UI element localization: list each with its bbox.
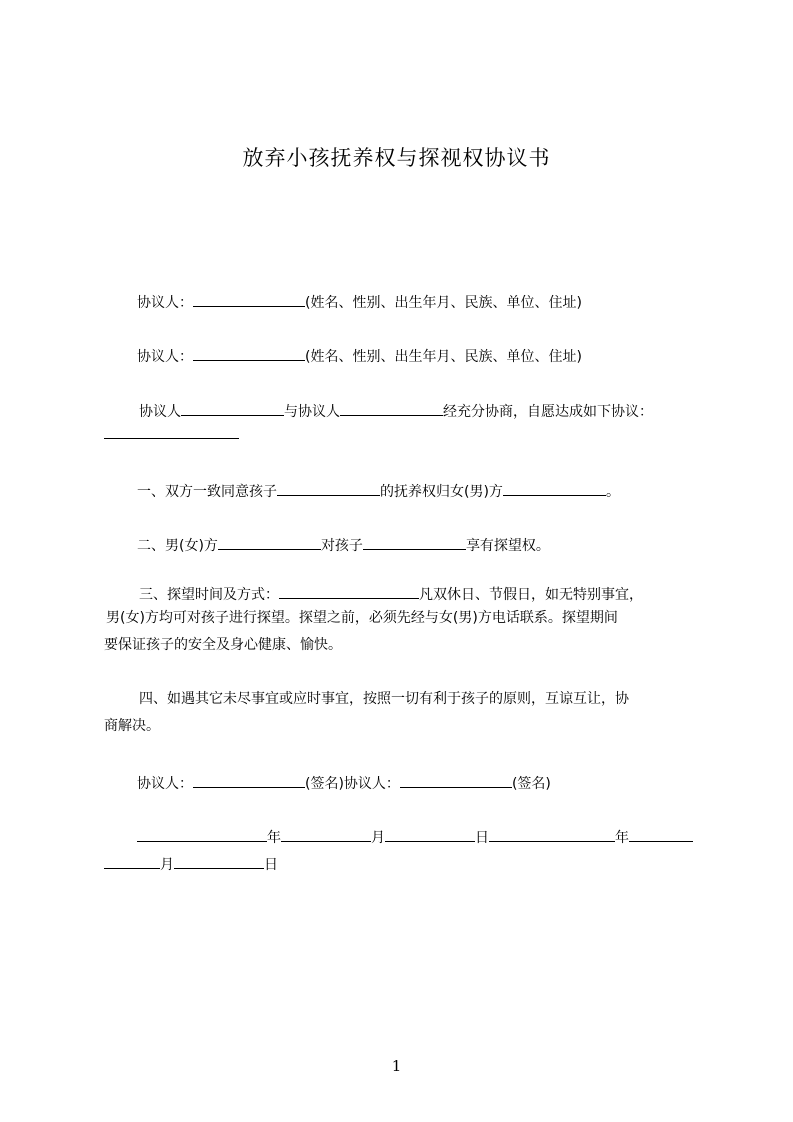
party2-note: (姓名、性别、出生年月、民族、单位、住址) — [305, 349, 582, 365]
date2-year-blank[interactable] — [489, 827, 615, 842]
date1-day-blank[interactable] — [385, 827, 475, 842]
page-number: 1 — [391, 1057, 402, 1075]
intro-part1: 协议人 — [139, 404, 181, 420]
clause4-line-1: 四、如遇其它未尽事宜或应时事宜，按照一切有利于孩子的原则，互谅互让，协 — [139, 691, 629, 707]
clause1-part3: 。 — [605, 484, 620, 500]
party1-note: (姓名、性别、出生年月、民族、单位、住址) — [305, 295, 582, 311]
date2-day-label: 日 — [264, 857, 278, 873]
date1-month-blank[interactable] — [281, 827, 371, 842]
signature-blank-1[interactable] — [193, 773, 305, 788]
clause2-line — [137, 535, 550, 553]
party1-line — [137, 292, 582, 310]
clause2-part1: 二、男(女)方 — [137, 538, 218, 554]
clause2-part3: 享有探望权。 — [465, 538, 550, 554]
date2-year-label: 年 — [615, 830, 629, 846]
clause1-part1: 一、双方一致同意孩子 — [137, 484, 277, 500]
date2-month-blank-part2[interactable] — [104, 854, 160, 869]
signature-blank-2[interactable] — [400, 773, 512, 788]
party2-label: 协议人： — [137, 349, 193, 365]
clause3-part2: 凡双休日、节假日，如无特别事宜， — [419, 587, 643, 603]
clause1-line — [137, 481, 620, 499]
clause2-blank-1[interactable] — [218, 535, 321, 550]
clause1-part2: 的抚养权归女(男)方 — [380, 484, 503, 500]
date1-year-blank[interactable] — [137, 827, 267, 842]
party1-label: 协议人： — [137, 295, 193, 311]
intro-line — [139, 401, 653, 419]
party2-line — [137, 346, 582, 364]
party2-blank[interactable] — [193, 346, 305, 361]
party1-blank[interactable] — [193, 292, 305, 307]
date1-year-label: 年 — [267, 830, 281, 846]
clause3-blank[interactable] — [279, 584, 419, 599]
clause3-line-2: 男(女)方均可对孩子进行探望。探望之前，必须先经与女(男)方电话联系。探望期间 — [106, 610, 618, 626]
signature-end: (签名) — [511, 776, 551, 792]
clause3-part1: 三、探望时间及方式： — [139, 587, 279, 603]
clause1-blank-2[interactable] — [503, 481, 606, 496]
intro-blank-3[interactable] — [104, 424, 239, 439]
intro-line-2 — [104, 424, 239, 442]
signature-mid: (签名)协议人： — [305, 776, 400, 792]
clause1-blank-1[interactable] — [277, 481, 380, 496]
intro-part3: 经充分协商，自愿达成如下协议： — [443, 404, 653, 420]
intro-blank-2[interactable] — [340, 401, 443, 416]
date1-month-label: 月 — [371, 830, 385, 846]
date1-day-label: 日 — [475, 830, 489, 846]
signature-label: 协议人： — [137, 776, 193, 792]
signature-line — [137, 773, 551, 791]
date2-day-blank[interactable] — [174, 854, 264, 869]
date2-month-label: 月 — [160, 857, 174, 873]
intro-blank-1[interactable] — [181, 401, 284, 416]
clause2-blank-2[interactable] — [363, 535, 466, 550]
date2-month-blank-part1[interactable] — [629, 827, 693, 842]
clause4-line-2: 商解决。 — [104, 718, 160, 734]
document-title: 放弃小孩抚养权与探视权协议书 — [242, 146, 551, 170]
clause3-line-3: 要保证孩子的安全及身心健康、愉快。 — [104, 637, 342, 653]
date-line-2 — [104, 854, 278, 872]
intro-part2: 与协议人 — [284, 404, 340, 420]
clause3-line-1 — [139, 584, 643, 602]
clause2-part2: 对孩子 — [320, 538, 363, 554]
date-line-1 — [137, 827, 693, 845]
